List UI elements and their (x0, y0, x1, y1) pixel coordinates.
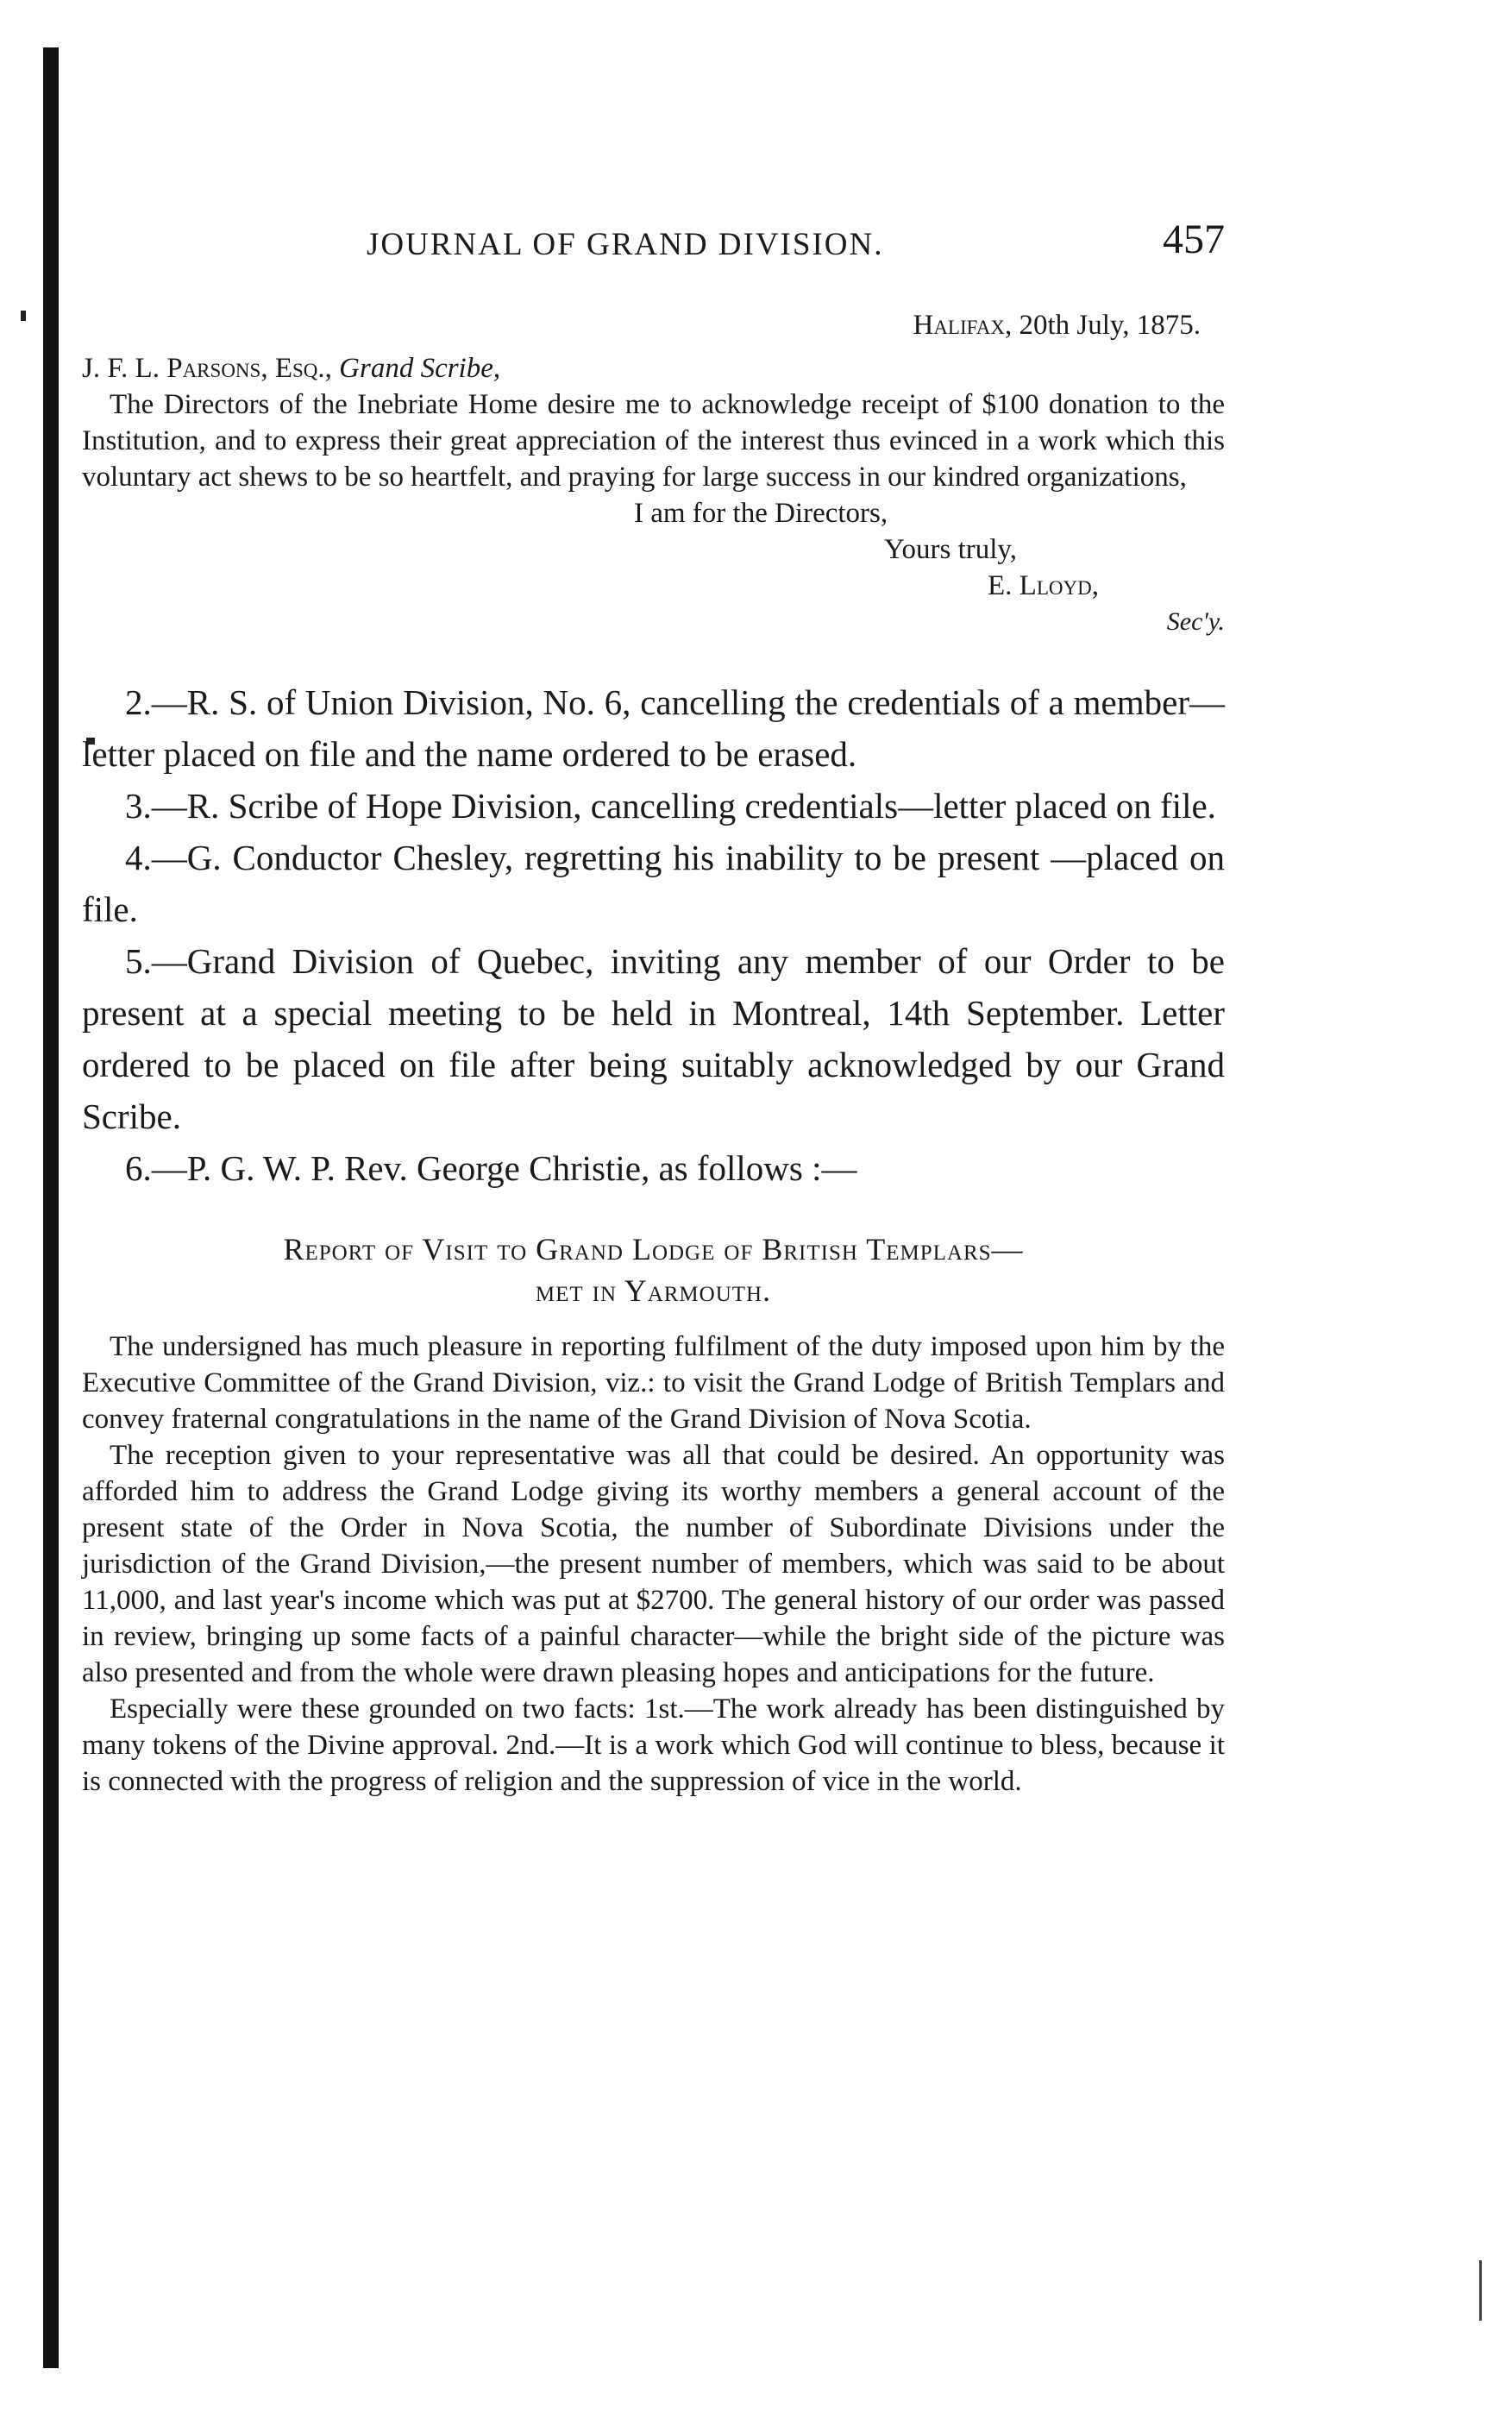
report-heading (82, 1228, 1225, 1311)
signature-name: Lloyd, (1019, 570, 1099, 601)
address-title: Grand Scribe, (339, 353, 501, 384)
letter-dateline (82, 307, 1225, 343)
report-paragraph: The reception given to your representative was all that could be desired. An opportunity was afforded him to address the Grand Lodge giving its worthy members a general account of the present state of the Order in Nova Scotia, the number of Subordinate Divisions under the jurisdiction of the Grand Division,—the present number of members, which was said to be about 11,000, and last year's income which was put at $2700. The general history of our order was passed in review, bringing up some facts of a painful character—while the bright side of the picture was also presented and from the whole were drawn pleasing hopes and anticipations for the future. (82, 1440, 1225, 1688)
address-initials: J. F. L. (82, 353, 167, 384)
signature-initial: E. (988, 570, 1020, 601)
scan-edge-bar (43, 47, 59, 2368)
scan-edge-mark (1479, 2260, 1482, 2321)
page-header (82, 216, 1225, 276)
scan-edge-mark (21, 311, 26, 321)
report-paragraph: The undersigned has much pleasure in reporting fulfilment of the duty imposed upon him by the Executive Committee of the Grand Division, viz.: to visit the Grand Lodge of British Templars and convey fraternal congratulations in the name of the Grand Division of Nova Scotia. (82, 1331, 1225, 1435)
dateline-place: Halifax, (913, 310, 1013, 341)
signature-title: Sec'y. (1166, 607, 1225, 636)
report-body (82, 1329, 1225, 1800)
report-heading-line-2: met in Yarmouth. (535, 1273, 772, 1308)
list-item: 2.—R. S. of Union Division, No. 6, cancelling the credentials of a member—letter placed on file and the name ordered to be erased. (82, 682, 1225, 774)
address-name: Parsons, Esq. (166, 353, 325, 384)
list-item: 3.—R. Scribe of Hope Division, cancelling credentials—letter placed on file. (125, 786, 1216, 826)
letter-address: J. F. L. Parsons, Esq., Grand Scribe, (82, 353, 501, 384)
letter (82, 307, 1225, 640)
list-item: 4.—G. Conductor Chesley, regretting his inability to be present —placed on file. (82, 838, 1225, 929)
letter-body: The Directors of the Inebriate Home desire me to acknowledge receipt of $100 donation to the Institution, and to express their great appreciation of the interest thus evinced in a work which this voluntary act shews to be so heartfelt, and praying for large success in our kindred organizations, (82, 389, 1225, 493)
correspondence-items (82, 676, 1225, 1194)
letter-closing-2: Yours truly, (884, 534, 1018, 565)
report-heading-line-1: Report of Visit to Grand Lodge of British Templars— (283, 1232, 1024, 1266)
running-title: JOURNAL OF GRAND DIVISION. (367, 227, 884, 262)
report-paragraph: Especially were these grounded on two facts: 1st.—The work already has been distinguished by many tokens of the Divine approval. 2nd.—It is a work which God will continue to bless, because it is connected with the progress of religion and the suppression of vice in the world. (82, 1693, 1225, 1797)
page-content (82, 216, 1225, 1800)
letter-closing-1: I am for the Directors, (634, 498, 888, 529)
list-item: 6.—P. G. W. P. Rev. George Christie, as follows :— (125, 1148, 857, 1188)
list-item: 5.—Grand Division of Quebec, inviting any member of our Order to be present at a special meeting to be held in Montreal, 14th September. Letter ordered to be placed on file after being suitably acknowledged by our Grand Scribe. (82, 941, 1225, 1136)
dateline-date: 20th July, 1875. (1012, 310, 1201, 341)
page-number: 457 (1163, 217, 1225, 262)
letter-signature (82, 568, 1225, 604)
